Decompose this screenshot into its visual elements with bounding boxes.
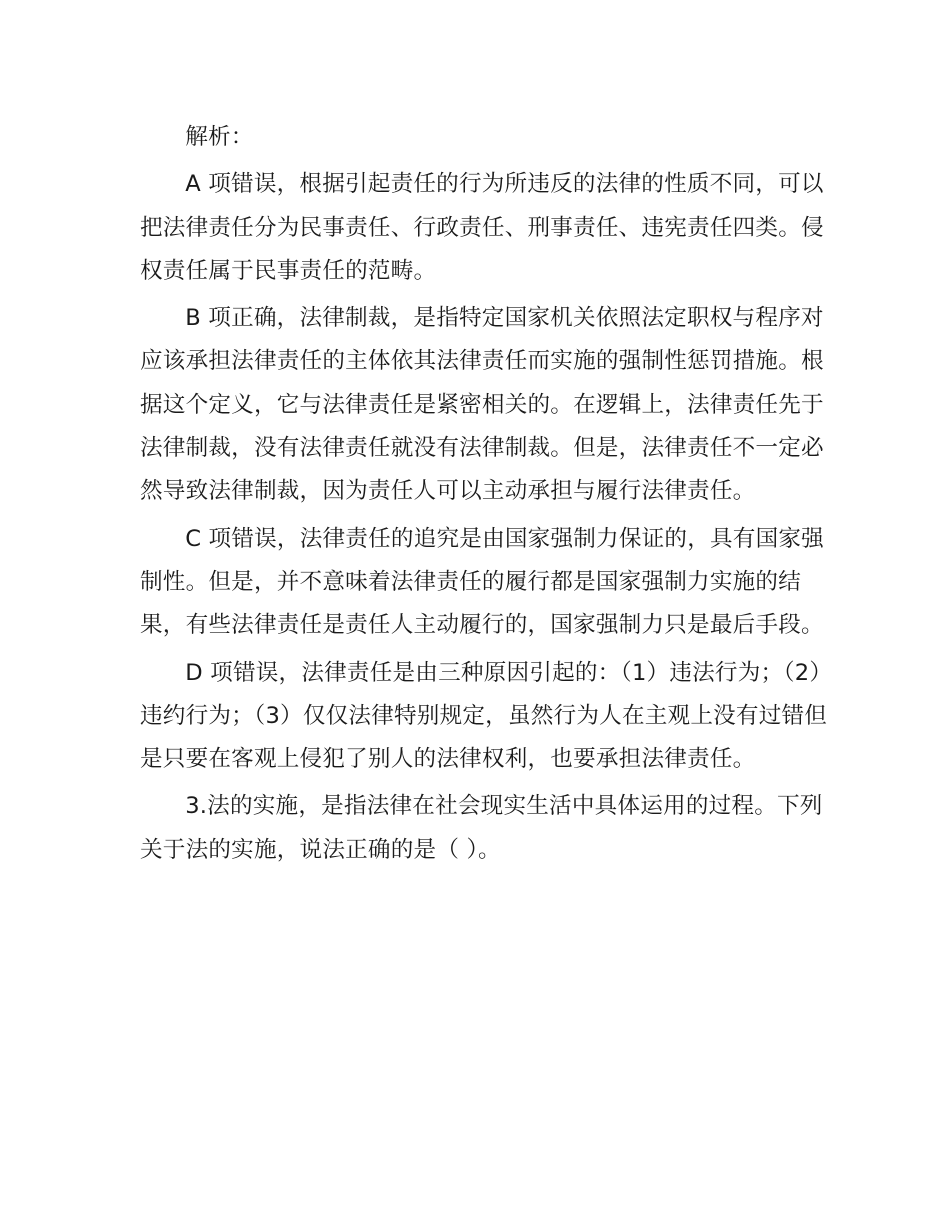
document-page bbox=[140, 116, 830, 872]
option-a-explanation: A 项错误，根据引起责任的行为所违反的法律的性质不同，可以把法律责任分为民事责任、行政责任、刑事责任、违宪责任四类。侵权责任属于民事责任的范畴。 bbox=[140, 171, 824, 284]
analysis-heading: 解析： bbox=[185, 124, 254, 150]
option-c-explanation: C 项错误，法律责任的追究是由国家强制力保证的，具有国家强制性。但是，并不意味着法律责任的履行都是国家强制力实施的结果，有些法律责任是责任人主动履行的，国家强制力只是最后手段。 bbox=[140, 525, 824, 639]
question-3-stem: 3.法的实施，是指法律在社会现实生活中具体运用的过程。下列关于法的实施，说法正确的是（ ）。 bbox=[140, 793, 823, 863]
option-d-explanation: D 项错误，法律责任是由三种原因引起的：（1）违法行为；（2）违约行为；（3）仅仅法律特别规定，虽然行为人在主观上没有过错但是只要在客观上侵犯了别人的法律权利，也要承担法律责任。 bbox=[140, 659, 828, 773]
option-b-explanation: B 项正确，法律制裁，是指特定国家机关依照法定职权与程序对应该承担法律责任的主体依其法律责任而实施的强制性惩罚措施。根据这个定义，它与法律责任是紧密相关的。在逻辑上，法律责任先于法律制裁，没有法律责任就没有法律制裁。但是，法律责任不一定必然导致法律制裁，因为责任人可以主动承担与履行法律责任。 bbox=[140, 305, 824, 505]
